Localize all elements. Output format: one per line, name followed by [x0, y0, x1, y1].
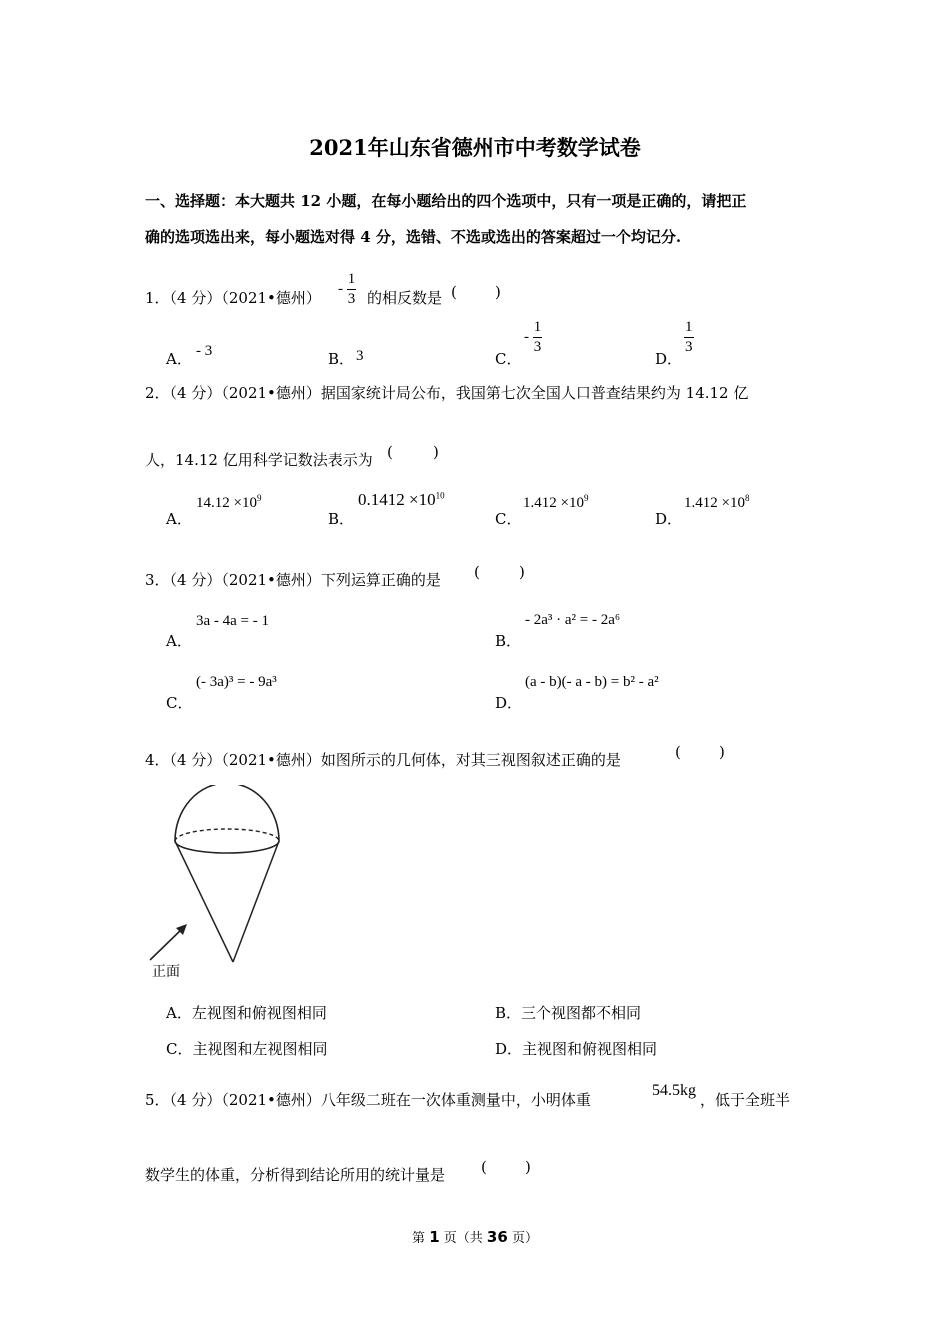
option-letter: D．	[495, 1040, 523, 1058]
view-arrow-shaft	[150, 927, 184, 960]
fraction-numerator: 1	[347, 272, 357, 290]
answer-paren-left: (	[387, 443, 393, 461]
q2-option-a-value	[196, 493, 261, 512]
sci-exponent: 9	[256, 493, 262, 503]
q1-option-d-value	[684, 320, 694, 355]
q3-option-b-expr: - 2a³ · a² = - 2a⁶	[525, 612, 621, 628]
q3-option-d-letter: D．	[495, 694, 523, 712]
question-2-line2: 人，14.12 亿用科学记数法表示为	[145, 451, 373, 469]
question-5-weight: 54.5kg	[652, 1082, 696, 1099]
sci-base: 14.12 ×10	[196, 495, 257, 511]
question-1-stem	[145, 287, 321, 308]
base-ellipse-front	[175, 841, 279, 853]
section-instructions-line1: 一、选择题：本大题共 12 小题，在每小题给出的四个选项中，只有一项是正确的，请把正	[145, 192, 747, 210]
q2-option-d-value	[684, 493, 749, 512]
option-letter: C．	[166, 1040, 193, 1058]
q1-option-c-sign: -	[524, 329, 529, 345]
answer-paren-left: (	[675, 743, 681, 761]
q1-option-b-value: 3	[356, 348, 364, 364]
sci-base: 0.1412 ×10	[358, 490, 436, 509]
q2-option-d-letter: D．	[655, 510, 683, 528]
option-text: 三个视图都不相同	[521, 1004, 642, 1022]
q1-option-a-letter: A．	[166, 350, 192, 368]
answer-paren-right: )	[525, 1158, 531, 1176]
q2-option-b-letter: B．	[328, 510, 355, 528]
q3-option-c-expr: (- 3a)³ = - 9a³	[196, 674, 277, 690]
q3-option-a-expr: 3a - 4a = - 1	[196, 613, 270, 629]
cone-left-edge	[175, 841, 233, 962]
question-5-line1-a: 5．（4 分）（2021•德州）八年级二班在一次体重测量中，小明体重	[145, 1091, 591, 1109]
q1-option-a-value: - 3	[196, 343, 213, 359]
option-text: 主视图和左视图相同	[192, 1040, 328, 1058]
option-letter: A．	[166, 1004, 192, 1022]
option-text: 左视图和俯视图相同	[191, 1004, 327, 1022]
sci-base: 1.412 ×10	[523, 495, 584, 511]
q4-option-c	[166, 1038, 328, 1059]
sci-exponent: 9	[583, 493, 589, 503]
question-5-line2: 数学生的体重，分析得到结论所用的统计量是	[145, 1166, 446, 1184]
question-1-suffix: 的相反数是	[367, 289, 443, 307]
sci-base: 1.412 ×10	[684, 495, 745, 511]
q2-option-c-value	[523, 493, 588, 512]
question-4-stem: 4．（4 分）（2021•德州）如图所示的几何体，对其三视图叙述正确的是	[145, 751, 621, 769]
question-2-line1: 2．（4 分）（2021•德州）据国家统计局公布，我国第七次全国人口普查结果约为 14.12 亿	[145, 384, 749, 402]
q1-option-d-fraction	[684, 320, 694, 355]
q3-option-d-expr: (a - b)(- a - b) = b² - a²	[525, 674, 659, 690]
q1-option-c-fraction	[533, 320, 543, 355]
answer-paren-right: )	[433, 443, 439, 461]
fraction-denominator: 3	[347, 291, 356, 307]
figure-front-label: 正面	[152, 964, 180, 980]
q4-option-b	[495, 1002, 641, 1023]
answer-paren-left: (	[451, 283, 457, 301]
fraction-denominator: 3	[685, 339, 693, 355]
question-1-expr-sign: -	[338, 281, 343, 297]
answer-paren-left: (	[481, 1158, 487, 1176]
answer-paren-left: (	[474, 563, 480, 581]
page-title: 2021年山东省德州市中考数学试卷	[309, 135, 641, 160]
q1-option-b-letter: B．	[328, 350, 355, 368]
footer-post: 页）	[511, 1231, 538, 1246]
q4-option-a	[166, 1002, 327, 1023]
geometry-figure	[140, 785, 300, 985]
cone-right-edge	[233, 841, 279, 962]
base-ellipse-back	[175, 829, 279, 841]
section-instructions-line2: 确的选项选出来，每小题选对得 4 分，选错、不选或选出的答案超过一个均记分.	[145, 228, 682, 246]
answer-paren-right: )	[519, 563, 525, 581]
q2-option-a-letter: A．	[166, 510, 192, 528]
answer-paren-right: )	[719, 743, 725, 761]
option-text: 主视图和俯视图相同	[522, 1040, 658, 1058]
page-footer	[0, 1227, 950, 1246]
question-3-stem: 3．（4 分）（2021•德州）下列运算正确的是	[145, 571, 441, 589]
q2-option-c-letter: C．	[495, 510, 522, 528]
q1-option-c-letter: C．	[495, 350, 522, 368]
question-5-line1-b: ，低于全班半	[700, 1091, 791, 1109]
q3-option-c-letter: C．	[166, 694, 193, 712]
q2-option-b-value	[358, 490, 445, 510]
q4-option-d	[495, 1038, 657, 1059]
footer-mid: 页（共	[443, 1231, 483, 1246]
footer-total-pages: 36	[486, 1228, 508, 1246]
fraction-numerator: 1	[684, 320, 694, 338]
sci-exponent: 10	[435, 490, 445, 501]
question-1-expression	[338, 272, 356, 307]
fraction-denominator: 3	[533, 339, 542, 355]
q1-option-d-letter: D．	[655, 350, 683, 368]
q3-option-b-letter: B．	[495, 632, 522, 650]
q3-option-a-letter: A．	[166, 632, 192, 650]
footer-page-number: 1	[429, 1228, 440, 1246]
question-1-prefix: 1．（4 分）（2021•德州）	[145, 289, 321, 307]
option-letter: B．	[495, 1004, 522, 1022]
fraction-numerator: 1	[533, 320, 543, 338]
footer-pre: 第	[412, 1231, 426, 1246]
answer-paren-right: )	[495, 283, 501, 301]
q1-option-c-value	[524, 320, 542, 355]
sci-exponent: 8	[744, 493, 750, 503]
question-1-fraction	[347, 272, 357, 307]
